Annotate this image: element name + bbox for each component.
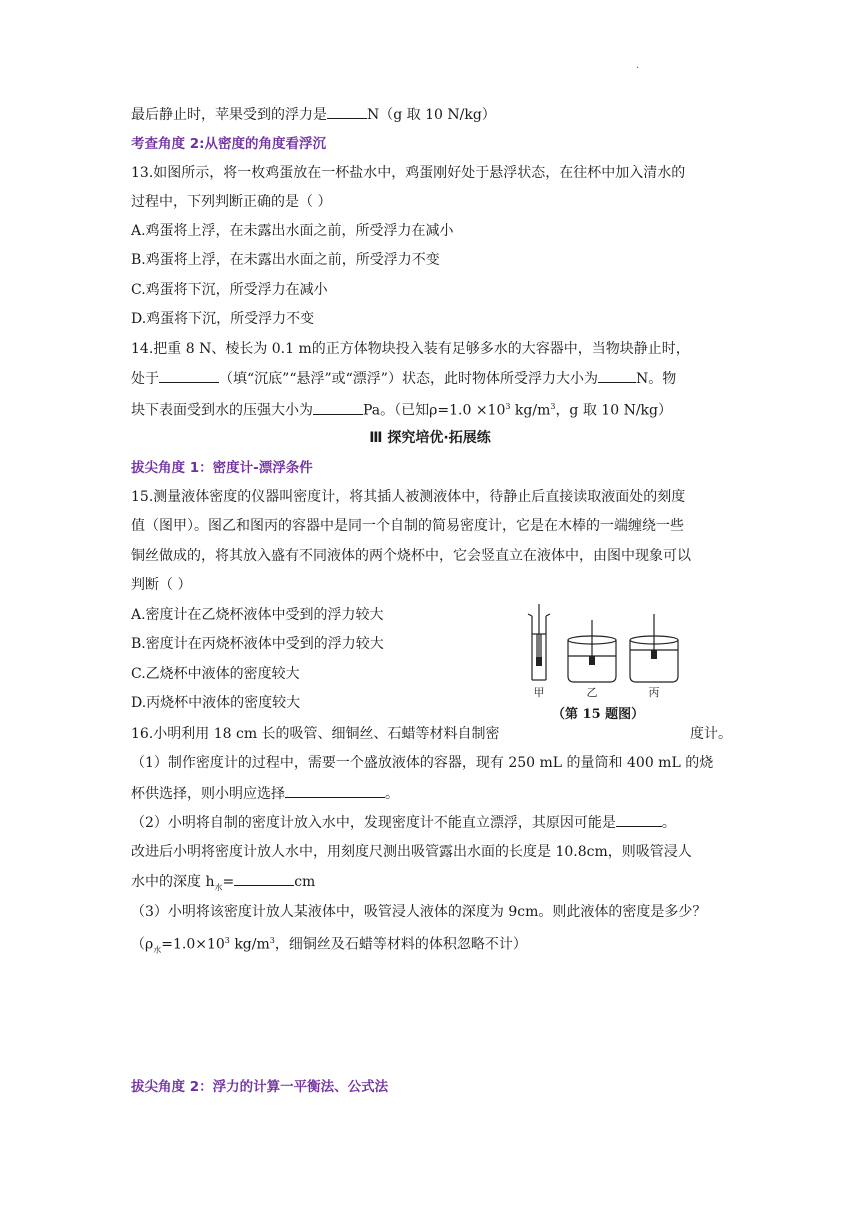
q15-text-3: 铜丝做成的，将其放入盛有不同液体的两个烧杯中，它会竖直立在液体中，由图中现象可以 [131, 548, 691, 564]
figure-caption: （第 15 题图） [552, 707, 645, 722]
answer-blank[interactable] [234, 871, 294, 886]
q14-text-3: 块下表面受到水的压强大小为 Pa。（已知$\rho=1.0 \times 10^3$ $kg/m^3$，g 取 10 N/kg） [131, 397, 672, 421]
q16-part3-text-1: （3）小明将该密度计放人某液体中，吸管浸人液体的深度为 9cm。则此液体的密度是多少？ [131, 904, 707, 920]
q15-option-b: B.密度计在丙烧杯液体中受到的浮力较大 [131, 636, 384, 652]
q14-text-1: 14.把重 8 N、棱长为 0.1 m的正方体物块投入装有足够多水的大容器中，当物块静止时， [131, 341, 690, 357]
answer-blank[interactable] [159, 368, 219, 383]
hydrometer-bulb-c [651, 650, 657, 659]
q16-text-1-end: 度计。 [690, 726, 732, 742]
section-heading-tip-1: 拔尖角度 1：密度计-漂浮条件 [131, 460, 313, 476]
q14-text-2: 处于 （填“沉底”“悬浮”或“漂浮”）状态，此时物体所受浮力大小为 N。物 [131, 368, 676, 389]
answer-blank[interactable] [616, 812, 662, 827]
answer-blank[interactable] [327, 104, 367, 119]
q15-text-4: 判断（ ） [131, 577, 192, 593]
q15-option-d: D.丙烧杯中液体的密度较大 [131, 695, 301, 711]
q16-part2-text-2: 改进后小明将密度计放人水中，用刻度尺测出吸管露出水面的长度是 10.8cm，则吸管浸人 [131, 844, 692, 860]
section-heading-tip-2: 拔尖角度 2：浮力的计算一平衡法、公式法 [131, 1079, 389, 1095]
hydrometer-bulb-a [536, 657, 542, 666]
fig-label-jia: 甲 [533, 686, 545, 699]
q13-option-a: A.鸡蛋将上浮，在未露出水面之前，所受浮力在减小 [131, 223, 454, 239]
q13-text-1: 13.如图所示，将一枚鸡蛋放在一杯盐水中，鸡蛋刚好处于悬浮状态，在往杯中加入清水的 [131, 165, 686, 181]
answer-blank[interactable] [313, 400, 363, 415]
q15-text-1: 15.测量液体密度的仪器叫密度计，将其插人被测液体中，待静止后直接读取液面处的刻度 [131, 489, 686, 505]
q13-option-c: C.鸡蛋将下沉，所受浮力在减小 [131, 282, 328, 298]
answer-blank[interactable] [285, 783, 385, 798]
q16-part2-text-3: 水中的深度 $h_水=$ cm [131, 871, 315, 898]
q13-text-2: 过程中，下列判断正确的是（ ） [131, 194, 332, 210]
page-dot: . [636, 60, 640, 71]
fig-label-yi: 乙 [586, 686, 598, 699]
q16-part2-text-1: （2）小明将自制的密度计放入水中，发现密度计不能直立漂浮，其原因可能是 。 [131, 812, 676, 833]
line-apple-buoyancy: 最后静止时，苹果受到的浮力是 N（g 取 10 N/kg） [131, 104, 496, 125]
answer-blank[interactable] [598, 368, 636, 383]
section-heading-2: 考查角度 2:从密度的角度看浮沉 [131, 136, 326, 152]
section-title-3: Ⅲ 探究培优·拓展练 [369, 430, 491, 446]
fig-label-bing: 丙 [648, 686, 660, 699]
q15-text-2: 值（图甲）。图乙和图丙的容器中是同一个自制的简易密度计，它是在木棒的一端缠绕一些 [131, 518, 684, 534]
q16-part1-text-1: （1）制作密度计的过程中，需要一个盛放液体的容器，现有 250 mL 的量筒和 400 mL 的烧 [131, 755, 714, 771]
q15-option-c: C.乙烧杯中液体的密度较大 [131, 666, 300, 682]
q13-option-b: B.鸡蛋将上浮，在未露出水面之前，所受浮力不变 [131, 252, 440, 268]
q13-option-d: D.鸡蛋将下沉，所受浮力不变 [131, 311, 315, 327]
q15-option-a: A.密度计在乙烧杯液体中受到的浮力较大 [131, 607, 384, 623]
q16-part1-text-2: 杯供选择，则小明应选择 。 [131, 783, 399, 804]
hydrometer-bulb-b [589, 656, 595, 665]
q16-part3-text-2: （$\rho_水=1.0\times 10^3$ $kg/m^3$，细铜丝及石蜡等材料的体积忽略不计） [131, 936, 527, 955]
hydrometer-figure [520, 602, 690, 702]
q16-text-1: 16.小明利用 18 cm 长的吸管、细铜丝、石蜡等材料自制密 [131, 726, 500, 742]
